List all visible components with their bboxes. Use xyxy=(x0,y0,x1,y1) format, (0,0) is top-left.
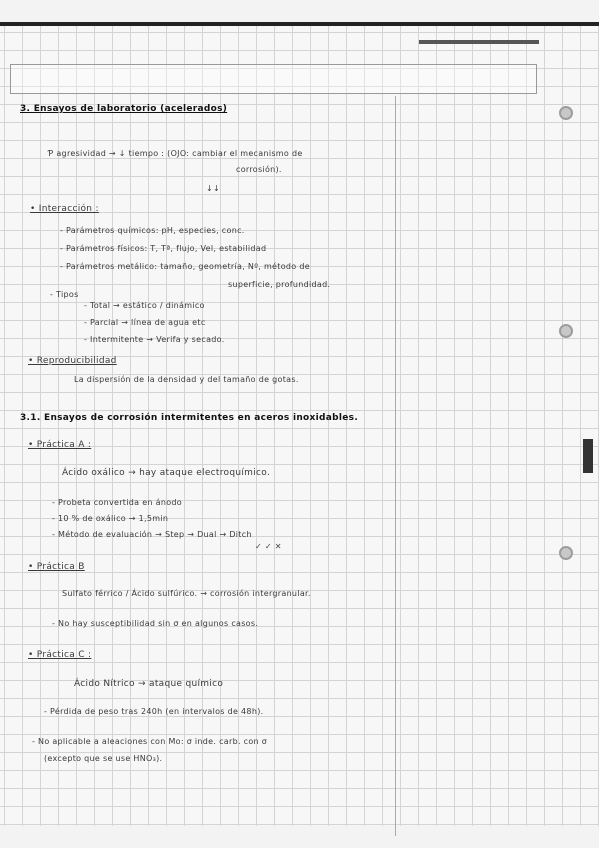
interaccion-item: - Parámetros químicos: pH, especies, conc. xyxy=(60,226,245,235)
interaccion-heading: • Interacción : xyxy=(30,204,99,214)
practica-b-heading: • Práctica B xyxy=(28,562,85,572)
header-box xyxy=(10,64,537,94)
reproducibilidad-heading: • Reproducibilidad xyxy=(28,356,117,366)
tipos-label: - Tipos xyxy=(50,290,79,299)
notebook-page xyxy=(0,22,599,826)
practica-c-line: Ácido Nítrico → ataque químico xyxy=(74,679,224,689)
practica-a-heading: • Práctica A : xyxy=(28,440,92,450)
top-edge-bar xyxy=(419,40,539,44)
tipos-item: - Parcial → línea de agua etc xyxy=(84,318,206,327)
tipos-item: - Intermitente → Verifa y secado. xyxy=(84,335,225,344)
binder-ring-icon xyxy=(559,324,573,338)
page-tab-marker xyxy=(583,439,593,473)
margin-line xyxy=(395,96,396,836)
practica-b-line: Sulfato férrico / Ácido sulfúrico. → corrosión intergranular. xyxy=(62,589,311,598)
subsection-title: 3.1. Ensayos de corrosión intermitentes en aceros inoxidables. xyxy=(20,413,359,423)
practica-a-item: - 10 % de oxálico → 1,5min xyxy=(52,514,169,523)
practica-c-line: - No aplicable a aleaciones con Mo: σ inde. carb. con σ xyxy=(32,737,268,746)
practica-b-line: - No hay susceptibilidad sin σ en algunos casos. xyxy=(52,619,259,628)
practica-a-checks: ✓ ✓ ✕ xyxy=(255,542,282,551)
practica-c-heading: • Práctica C : xyxy=(28,650,92,660)
binder-ring-icon xyxy=(559,106,573,120)
binder-ring-icon xyxy=(559,546,573,560)
reproducibilidad-text: La dispersión de la densidad y del tamaño de gotas. xyxy=(74,375,299,384)
practica-c-line: (excepto que se use HNO₃). xyxy=(44,754,163,763)
intro-mark: ↓↓ xyxy=(206,184,221,193)
practica-a-line: Ácido oxálico → hay ataque electroquímico. xyxy=(62,468,271,478)
section-title: 3. Ensayos de laboratorio (acelerados) xyxy=(20,104,228,114)
interaccion-item: - Parámetros metálico: tamaño, geometría, Nº, método de xyxy=(60,262,310,271)
practica-c-line: - Pérdida de peso tras 240h (en intervalos de 48h). xyxy=(44,707,264,716)
practica-a-item: - Probeta convertida en ánodo xyxy=(52,498,182,507)
tipos-item: - Total → estático / dinámico xyxy=(84,301,205,310)
interaccion-item: superficie, profundidad. xyxy=(228,280,331,289)
intro-line-1: Ƥ agresividad → ↓ tiempo : (OJO: cambiar el mecanismo de xyxy=(48,149,303,158)
intro-line-2: corrosión). xyxy=(236,165,282,174)
interaccion-item: - Parámetros físicos: T, Tª, flujo, Vel, estabilidad xyxy=(60,244,267,253)
practica-a-item: - Método de evaluación → Step → Dual → Ditch xyxy=(52,530,252,539)
